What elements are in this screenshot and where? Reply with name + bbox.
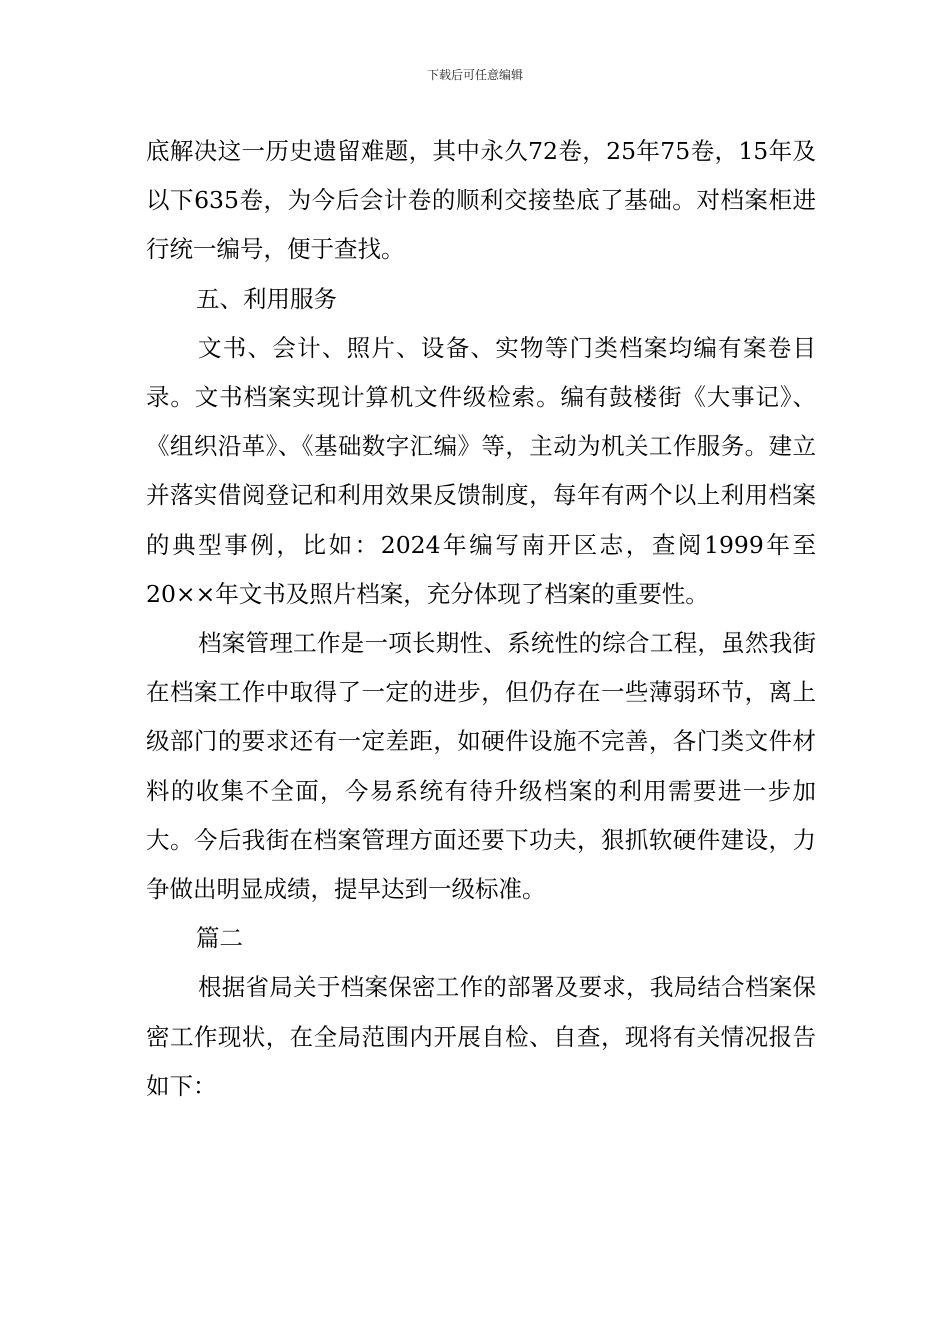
page-header: 下载后可任意编辑 — [426, 68, 523, 82]
paragraph-utilization-service: 文书、会计、照片、设备、实物等门类档案均编有案卷目录。文书档案实现计算机文件级检索。编有鼓楼街《大事记》、《组织沿革》、《基础数字汇编》等，主动为机关工作服务。建立并落实借阅登记和利用效果反馈制度，每年有两个以上利用档案的典型事例，比如：2024年编写南开区志，查阅1999年至20××年文书及照片档案，充分体现了档案的重要性。 — [146, 333, 816, 608]
paragraph-archive-volumes: 底解决这一历史遗留难题，其中永久72卷，25年75卷，15年及以下635卷，为今后会计卷的顺利交接垫底了基础。对档案柜进行统一编号，便于查找。 — [146, 137, 816, 264]
paragraph-confidentiality-report-intro: 根据省局关于档案保密工作的部署及要求，我局结合档案保密工作现状，在全局范围内开展自检、自查，现将有关情况报告如下： — [146, 973, 816, 1100]
paragraph-archive-management-summary: 档案管理工作是一项长期性、系统性的综合工程，虽然我街在档案工作中取得了一定的进步，但仍存在一些薄弱环节，离上级部门的要求还有一定差距，如硬件设施不完善，各门类文件材料的收集不全面，今易系统有待升级档案的利用需要进一步加大。今后我街在档案管理方面还要下功夫，狠抓软硬件建设，力争做出明显成绩，提早达到一级标准。 — [146, 629, 816, 904]
document-body — [146, 127, 816, 1111]
section-heading-utilization-service: 五、利用服务 — [196, 284, 337, 313]
section-heading-part-two: 篇二 — [196, 924, 243, 953]
